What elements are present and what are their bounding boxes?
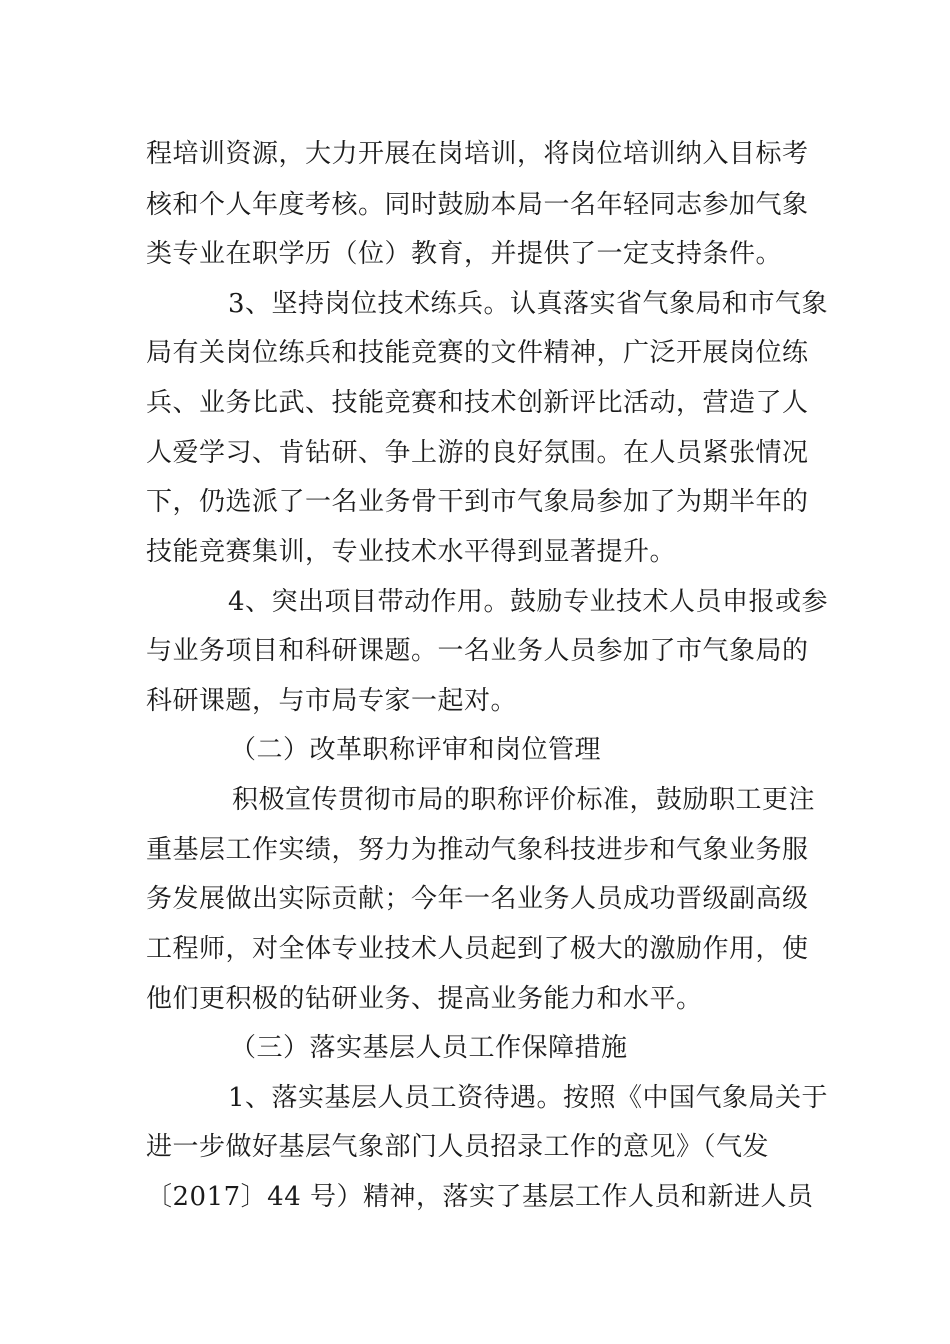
text-line: 积极宣传贯彻市局的职称评价标准，鼓励职工更注 <box>232 785 816 815</box>
text-line: 人爱学习、肯钻研、争上游的良好氛围。在人员紧张情况 <box>146 438 809 468</box>
text-line: 技能竞赛集训，专业技术水平得到显著提升。 <box>146 537 677 567</box>
text-line: 重基层工作实绩，努力为推动气象科技进步和气象业务服 <box>146 835 809 865</box>
text-line: 下，仍选派了一名业务骨干到市气象局参加了为期半年的 <box>146 487 809 517</box>
text-line: 与业务项目和科研课题。一名业务人员参加了市气象局的 <box>146 636 809 666</box>
text-line: 4、突出项目带动作用。鼓励专业技术人员申报或参 <box>228 587 829 617</box>
text-line: 3、坚持岗位技术练兵。认真落实省气象局和市气象 <box>228 289 829 319</box>
text-line: 工程师，对全体专业技术人员起到了极大的激励作用，使 <box>146 934 809 964</box>
text-line: 兵、业务比武、技能竞赛和技术创新评比活动，营造了人 <box>146 388 809 418</box>
text-line: 务发展做出实际贡献；今年一名业务人员成功晋级副高级 <box>146 884 809 914</box>
text-line: 他们更积极的钻研业务、提高业务能力和水平。 <box>146 984 703 1014</box>
text-line: 类专业在职学历（位）教育，并提供了一定支持条件。 <box>146 239 783 269</box>
section-heading: （三）落实基层人员工作保障措施 <box>230 1033 628 1063</box>
text-line: 进一步做好基层气象部门人员招录工作的意见》（气发 <box>146 1132 770 1162</box>
text-line: 科研课题，与市局专家一起对。 <box>146 686 518 716</box>
section-heading: （二）改革职称评审和岗位管理 <box>230 735 602 765</box>
text-line: 程培训资源，大力开展在岗培训，将岗位培训纳入目标考 <box>146 139 809 169</box>
text-line: 局有关岗位练兵和技能竞赛的文件精神，广泛开展岗位练 <box>146 338 809 368</box>
text-line: 1、落实基层人员工资待遇。按照《中国气象局关于 <box>228 1083 829 1113</box>
text-line: 〔2017〕44 号）精神，落实了基层工作人员和新进人员 <box>146 1182 814 1212</box>
text-line: 核和个人年度考核。同时鼓励本局一名年轻同志参加气象 <box>146 190 809 220</box>
